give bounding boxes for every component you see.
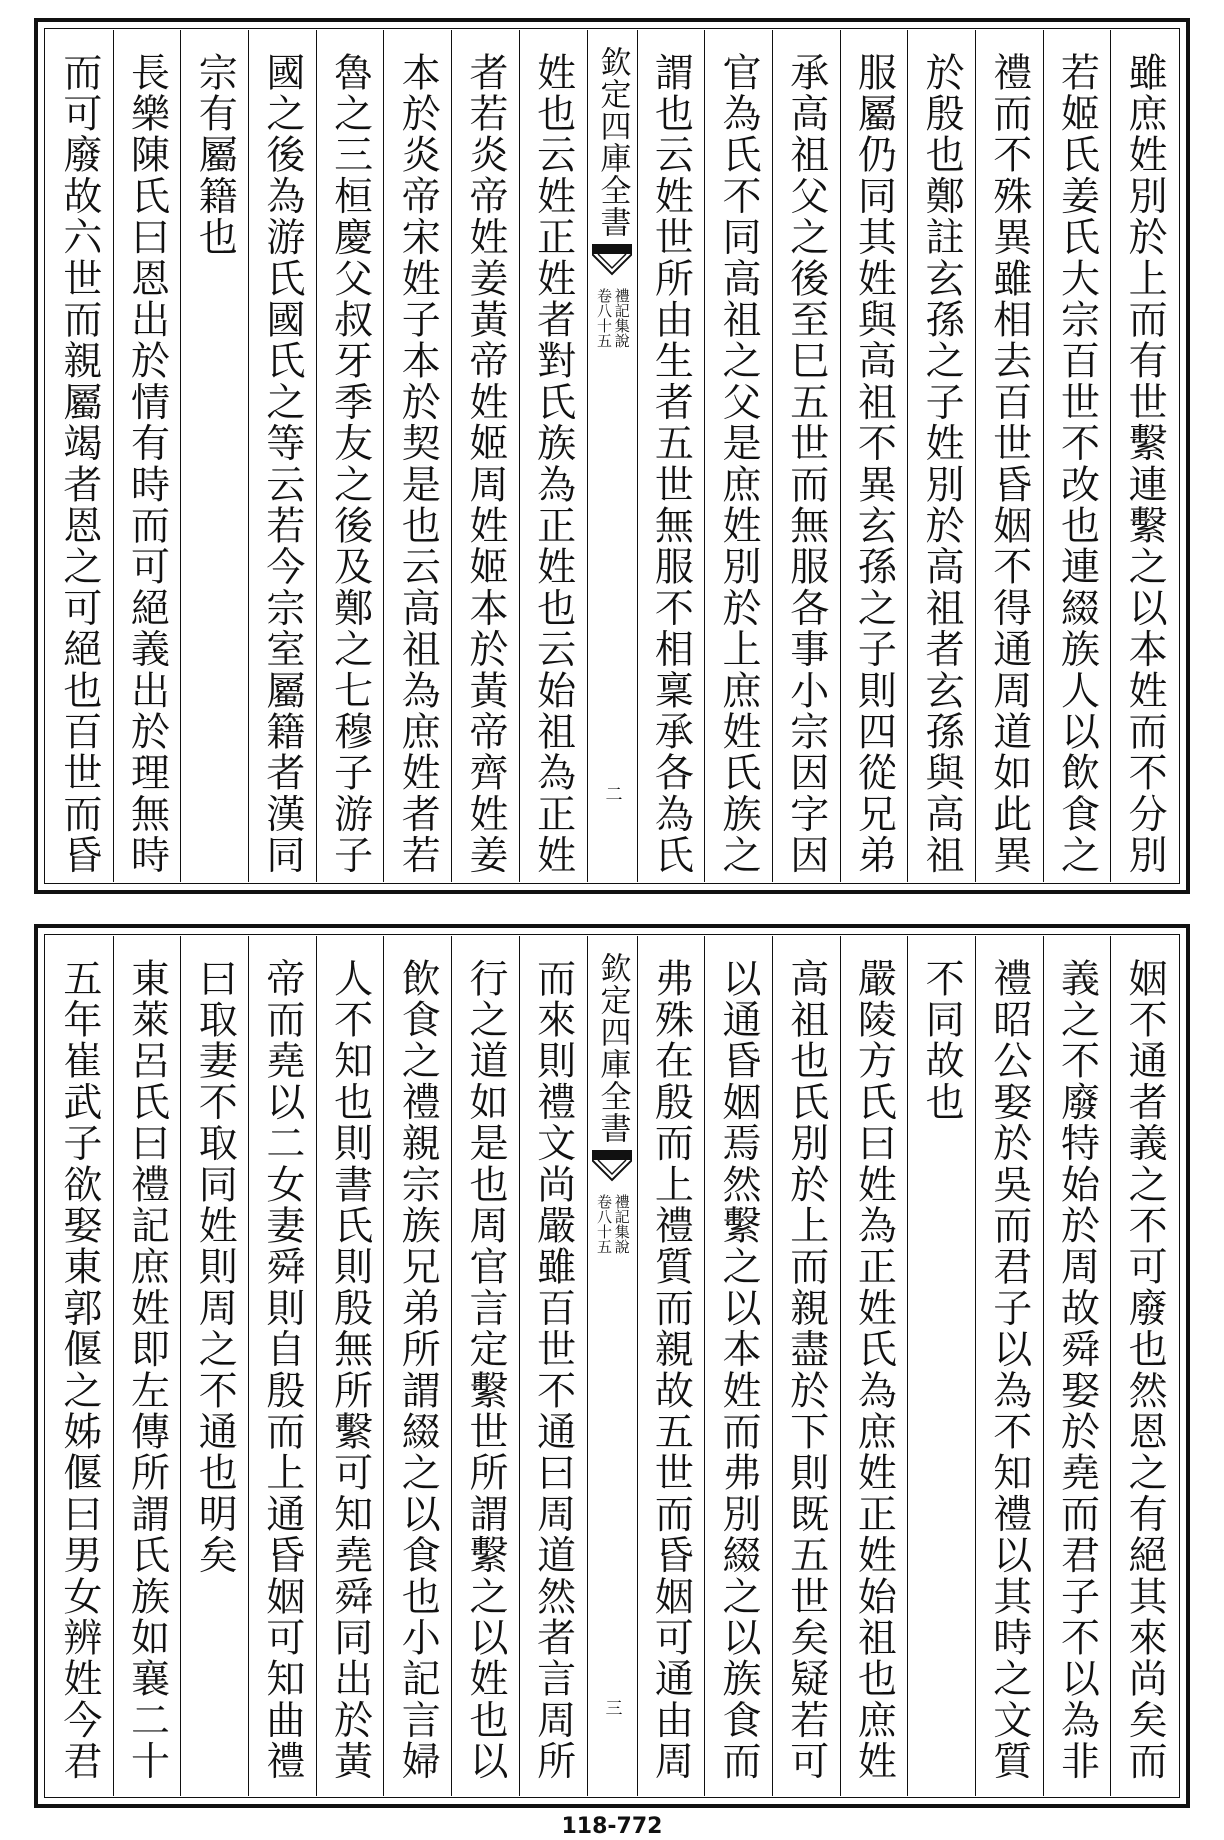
text-column: [975, 30, 1043, 882]
text-column: [840, 30, 908, 882]
text-column: [840, 936, 908, 1796]
text-column: [248, 936, 316, 1796]
text-column: [519, 30, 587, 882]
fishtail-mark-icon: [592, 1150, 632, 1184]
leaf-number: 二: [601, 785, 622, 802]
column-text: 於殷也鄭註玄孫之子姓別於高祖者玄孫與高祖: [919, 52, 965, 876]
column-text: 飲食之禮親宗族兄弟所謂綴之以食也小記言婦: [395, 958, 441, 1782]
column-text: 義之不廢特始於周故舜娶於堯而君子不以為非: [1054, 958, 1100, 1782]
column-text: 若姬氏姜氏大宗百世不改也連綴族人以飲食之: [1054, 52, 1100, 876]
column-text: 禮而不殊異雖相去百世昏姻不得通周道如此異: [986, 52, 1032, 876]
column-text: 帝而堯以二女妻舜則自殷而上通昏姻可知曲禮: [259, 958, 305, 1782]
text-column: [907, 30, 975, 882]
column-text: 行之道如是也周官言定繫世所謂繫之以姓也以: [462, 958, 508, 1782]
column-text: 不同故也: [919, 958, 965, 1123]
book-series-title: 欽定四庫全書: [594, 952, 631, 1144]
column-text: 國之後為游氏國氏之等云若今宗室屬籍者漢同: [259, 52, 305, 876]
text-column: [316, 936, 384, 1796]
bottom-columns: [46, 936, 1178, 1796]
book-series-title: 欽定四庫全書: [594, 46, 631, 238]
volume-number: 卷八十五: [595, 288, 613, 348]
text-column: [1043, 30, 1111, 882]
leaf-number: 三: [601, 1699, 622, 1716]
volume-info: [595, 288, 629, 348]
text-column: [704, 30, 772, 882]
text-column: [975, 936, 1043, 1796]
top-page-panel: [34, 18, 1190, 894]
column-text: 姻不通者義之不可廢也然恩之有絕其來尚矣而: [1122, 958, 1168, 1782]
text-column: [1043, 936, 1111, 1796]
text-column: [46, 30, 113, 882]
column-text: 曰取妻不取同姓則周之不通也明矣: [192, 958, 238, 1576]
column-text: 宗有屬籍也: [192, 52, 238, 258]
center-margin-strip: [587, 30, 637, 882]
text-column: [637, 30, 705, 882]
column-text: 東萊呂氏曰禮記庶姓即左傳所謂氏族如襄二十: [124, 958, 170, 1782]
text-column: [519, 936, 587, 1796]
text-column: [248, 30, 316, 882]
text-column: [46, 936, 113, 1796]
book-name: 禮記集說: [612, 288, 631, 348]
text-column: [383, 936, 451, 1796]
column-text: 長樂陳氏曰恩出於情有時而可絕義出於理無時: [124, 52, 170, 876]
text-column: [383, 30, 451, 882]
column-text: 者若炎帝姓姜黃帝姓姬周姓姬本於黃帝齊姓姜: [462, 52, 508, 876]
top-columns: [46, 30, 1178, 882]
text-column: [316, 30, 384, 882]
text-column: [113, 936, 181, 1796]
column-text: 禮昭公娶於吳而君子以為不知禮以其時之文質: [986, 958, 1032, 1782]
text-column: [451, 30, 519, 882]
text-column: [180, 30, 248, 882]
text-column: [1110, 30, 1178, 882]
text-column: [907, 936, 975, 1796]
column-text: 承高祖父之後至巳五世而無服各事小宗因字因: [783, 52, 829, 876]
column-text: 服屬仍同其姓與高祖不異玄孫之子則四從兄弟: [851, 52, 897, 876]
column-text: 嚴陵方氏曰姓為正姓氏為庶姓正姓始祖也庶姓: [851, 958, 897, 1782]
volume-number: 卷八十五: [595, 1194, 613, 1254]
column-text: 官為氏不同高祖之父是庶姓別於上庶姓氏族之: [716, 52, 762, 876]
column-text: 而來則禮文尚嚴雖百世不通曰周道然者言周所: [530, 958, 576, 1782]
column-text: 高祖也氏別於上而親盡於下則既五世矣疑若可: [783, 958, 829, 1782]
center-margin-strip: [587, 936, 637, 1796]
text-column: [772, 936, 840, 1796]
text-column: [113, 30, 181, 882]
text-column: [704, 936, 772, 1796]
column-text: 人不知也則書氏則殷無所繫可知堯舜同出於黃: [327, 958, 373, 1782]
text-column: [772, 30, 840, 882]
text-column: [637, 936, 705, 1796]
column-text: 弗殊在殷而上禮質而親故五世而昏姻可通由周: [648, 958, 694, 1782]
column-text: 姓也云姓正姓者對氏族為正姓也云始祖為正姓: [530, 52, 576, 876]
column-text: 魯之三桓慶父叔牙季友之後及鄭之七穆子游子: [327, 52, 373, 876]
column-text: 而可廢故六世而親屬竭者恩之可絕也百世而昏: [56, 52, 102, 876]
column-text: 以通昏姻焉然繫之以本姓而弗別綴之以族食而: [716, 958, 762, 1782]
text-column: [451, 936, 519, 1796]
column-text: 本於炎帝宋姓子本於契是也云高祖為庶姓者若: [395, 52, 441, 876]
fishtail-mark-icon: [592, 244, 632, 278]
column-text: 雖庶姓別於上而有世繫連繫之以本姓而不分別: [1122, 52, 1168, 876]
column-text: 五年崔武子欲娶東郭偃之姊偃曰男女辨姓今君: [56, 958, 102, 1782]
bottom-page-panel: [34, 924, 1190, 1808]
text-column: [180, 936, 248, 1796]
page-number: 118-772: [561, 1814, 663, 1839]
book-name: 禮記集說: [612, 1194, 631, 1254]
column-text: 謂也云姓世所由生者五世無服不相稟承各為氏: [648, 52, 694, 876]
volume-info: [595, 1194, 629, 1254]
text-column: [1110, 936, 1178, 1796]
